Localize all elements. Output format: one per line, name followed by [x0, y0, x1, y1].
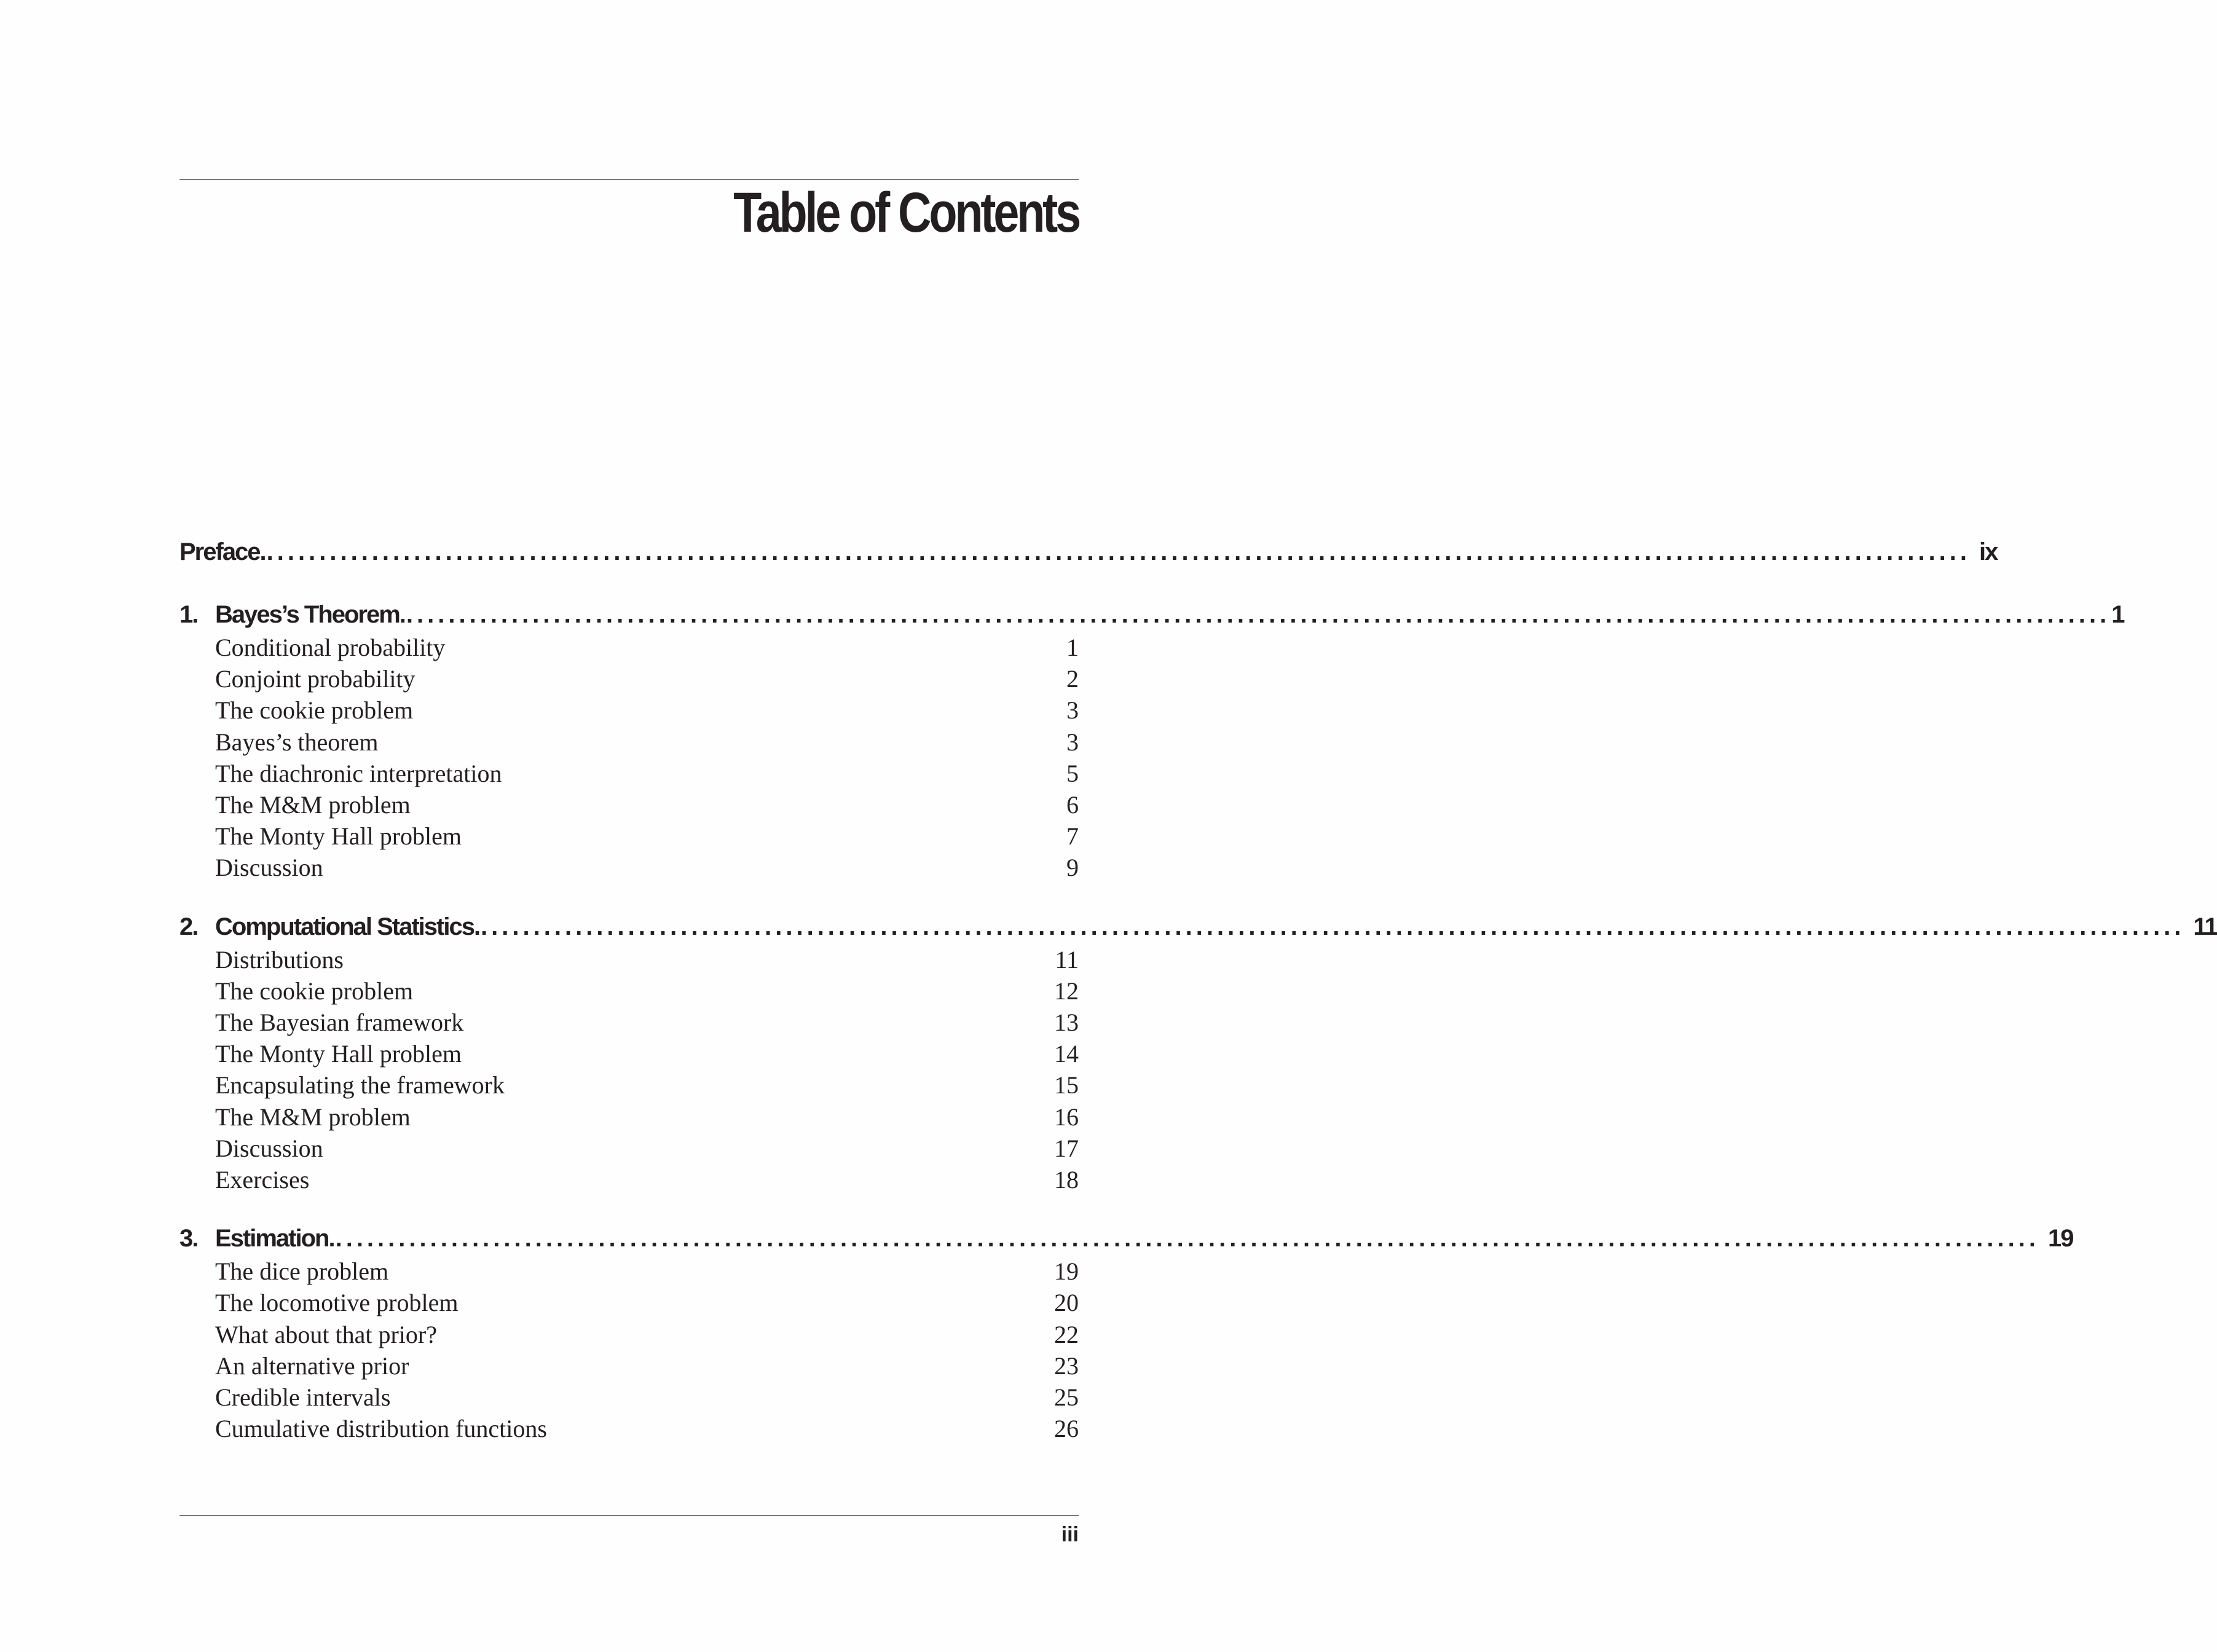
section-page: 16	[1054, 1103, 1079, 1131]
section-row[interactable]	[179, 1069, 1079, 1101]
preface-title: Preface.	[179, 538, 266, 565]
section-title: The Monty Hall problem	[215, 1040, 462, 1068]
section-row[interactable]	[179, 1164, 1079, 1195]
section-title: The Monty Hall problem	[215, 822, 462, 851]
section-row[interactable]	[179, 694, 1079, 726]
section-title: Credible intervals	[215, 1383, 391, 1412]
section-page: 25	[1054, 1383, 1079, 1412]
section-title: Discussion	[215, 854, 323, 882]
section-row[interactable]	[179, 1350, 1079, 1382]
chapter-number: 3.	[179, 1225, 198, 1253]
chapter-title: Estimation.	[215, 1225, 334, 1253]
section-title: Conjoint probability	[215, 665, 415, 693]
section-page: 18	[1054, 1166, 1079, 1194]
section-row[interactable]	[179, 1319, 1079, 1350]
chapter-2	[179, 910, 2217, 1196]
top-rule	[179, 179, 1079, 180]
section-page: 1	[1066, 634, 1079, 661]
chapter-1	[179, 597, 2124, 884]
section-row[interactable]	[179, 852, 1079, 883]
section-row[interactable]	[179, 1382, 1079, 1413]
section-title: The locomotive problem	[215, 1289, 459, 1317]
section-row[interactable]	[179, 1133, 1079, 1164]
section-title: Encapsulating the framework	[215, 1071, 505, 1099]
section-title: An alternative prior	[215, 1351, 409, 1380]
section-page: 17	[1054, 1134, 1079, 1162]
section-title: Cumulative distribution functions	[215, 1415, 547, 1443]
chapter-page: 1	[2111, 601, 2124, 628]
section-title: The diachronic interpretation	[215, 759, 502, 787]
bottom-rule	[179, 1515, 1079, 1516]
section-row[interactable]	[179, 789, 1079, 820]
section-title: The dice problem	[215, 1257, 389, 1286]
section-title: The M&M problem	[215, 1103, 411, 1131]
section-page: 3	[1066, 696, 1079, 725]
section-title: Exercises	[215, 1166, 310, 1194]
preface-entry	[179, 535, 1998, 569]
section-row[interactable]	[179, 1007, 1079, 1038]
chapter-page: 19	[2047, 1225, 2073, 1253]
dot-leader: ..................................................................................................................................................................	[266, 538, 1971, 565]
section-row[interactable]	[179, 1287, 1079, 1318]
section-page: 19	[1054, 1257, 1079, 1286]
section-title: Discussion	[215, 1134, 323, 1162]
section-row[interactable]	[179, 944, 1079, 975]
section-page: 22	[1054, 1320, 1079, 1348]
section-title: Conditional probability	[215, 634, 446, 661]
section-row[interactable]	[179, 632, 1079, 663]
section-title: The M&M problem	[215, 791, 411, 819]
section-page: 14	[1054, 1040, 1079, 1068]
chapter-title: Computational Statistics.	[215, 913, 480, 940]
section-page: 7	[1066, 822, 1079, 851]
section-page: 13	[1054, 1009, 1079, 1037]
section-page: 6	[1066, 791, 1079, 819]
section-page: 3	[1066, 728, 1079, 756]
section-row[interactable]	[179, 663, 1079, 694]
section-page: 2	[1066, 665, 1079, 693]
chapter-row[interactable]	[179, 1221, 2073, 1256]
section-title: The cookie problem	[215, 977, 414, 1005]
section-title: Distributions	[215, 945, 344, 974]
section-page: 23	[1054, 1351, 1079, 1380]
chapter-number: 1.	[179, 601, 198, 628]
chapter-row[interactable]	[179, 597, 2124, 632]
section-row[interactable]	[179, 726, 1079, 758]
section-row[interactable]	[179, 820, 1079, 852]
section-page: 20	[1054, 1289, 1079, 1317]
preface-row[interactable]	[179, 535, 1998, 569]
dot-leader: ..................................................................................................................................................................	[481, 913, 2185, 940]
chapter-3	[179, 1221, 2073, 1444]
chapter-row[interactable]	[179, 910, 2217, 944]
section-page: 12	[1054, 977, 1079, 1005]
dot-leader: ..................................................................................................................................................................	[335, 1225, 2039, 1253]
page-title: Table of Contents	[733, 181, 1079, 244]
dot-leader: ..................................................................................................................................................................	[406, 601, 2111, 628]
section-page: 11	[1055, 945, 1079, 974]
section-row[interactable]	[179, 1101, 1079, 1133]
page-number: iii	[1061, 1523, 1079, 1546]
chapter-page: 11	[2193, 913, 2217, 940]
section-row[interactable]	[179, 758, 1079, 789]
section-row[interactable]	[179, 1413, 1079, 1444]
section-row[interactable]	[179, 975, 1079, 1007]
section-row[interactable]	[179, 1038, 1079, 1069]
section-title: The Bayesian framework	[215, 1009, 464, 1037]
section-page: 5	[1066, 759, 1079, 787]
chapter-title: Bayes’s Theorem.	[215, 601, 405, 628]
chapter-number: 2.	[179, 913, 198, 940]
section-title: What about that prior?	[215, 1320, 437, 1348]
section-row[interactable]	[179, 1256, 1079, 1287]
section-title: The cookie problem	[215, 696, 414, 725]
section-title: Bayes’s theorem	[215, 728, 379, 756]
section-page: 15	[1054, 1071, 1079, 1099]
section-page: 26	[1054, 1415, 1079, 1443]
preface-page: ix	[1979, 538, 1998, 565]
section-page: 9	[1066, 854, 1079, 882]
table-of-contents	[179, 535, 2217, 1470]
